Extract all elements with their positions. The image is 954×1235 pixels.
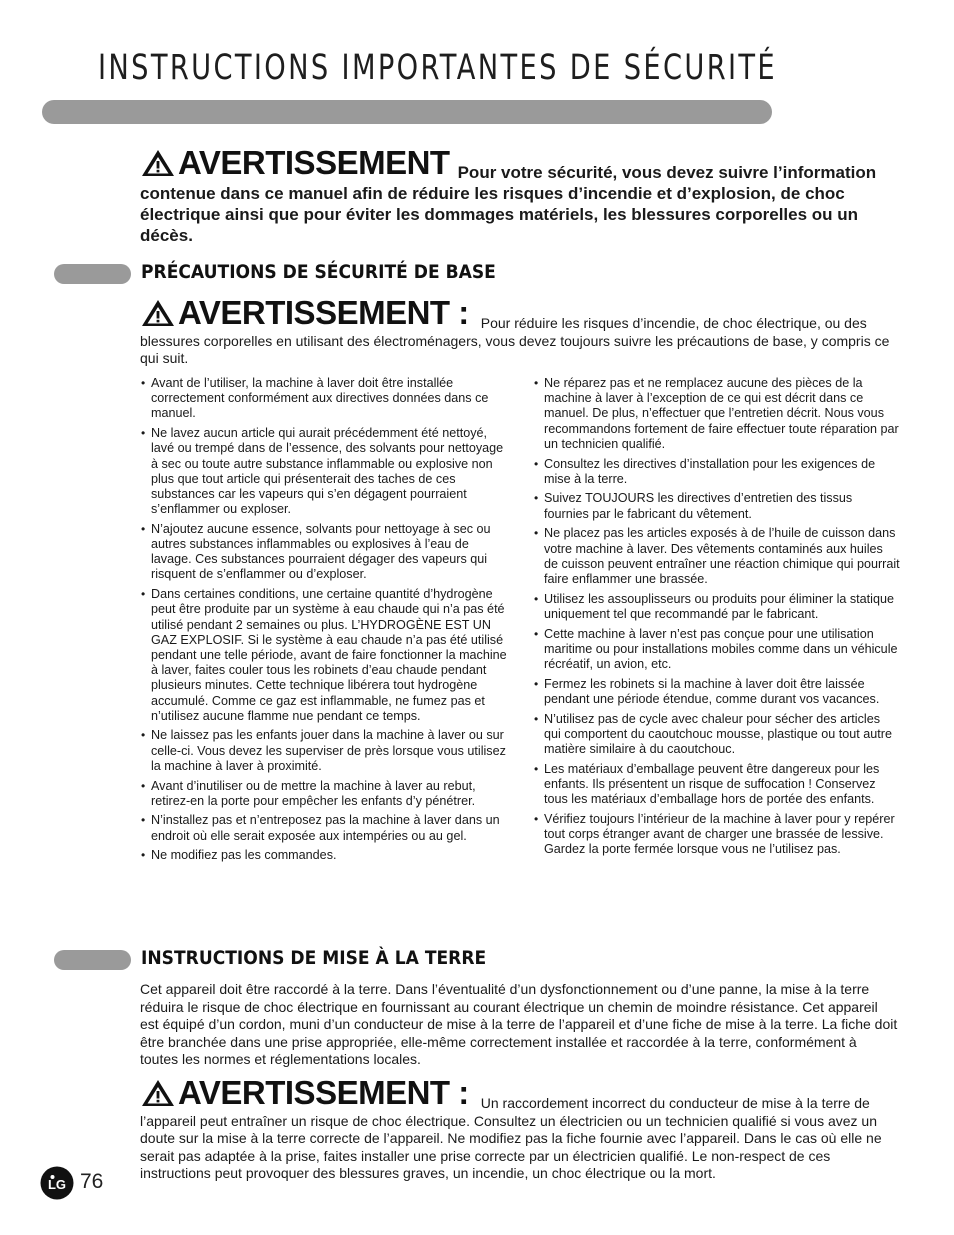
- list-item: • Ne réparez pas et ne remplacez aucune des pièces de la machine à laver à l’exception de ce qui est décrit dans ce manuel. De plus, n’effectuer que l’entretien décrit. Nous vous recommandons fortement de faire effectuer toute réparation par un technicien qualifié.: [534, 376, 900, 452]
- basic-warning: [140, 294, 900, 368]
- list-item: • Consultez les directives d’installation pour les exigences de mise à la terre.: [534, 457, 900, 487]
- list-item: • Avant de l’utiliser, la machine à laver doit être installée correctement conformément aux directives données dans ce manuel.: [141, 376, 509, 422]
- list-item: • Ne placez pas les articles exposés à de l’huile de cuisson dans votre machine à laver. Des vêtements contaminés aux huiles de cuisson peuvent entraîner une réaction chimique qui pourrait faire enflammer une brassée.: [534, 526, 900, 587]
- title-bar: [42, 100, 772, 124]
- intro-warning-heading: [140, 144, 450, 181]
- warning-triangle-icon: [140, 298, 176, 328]
- basic-warning-label: AVERTISSEMENT :: [178, 294, 469, 331]
- section-heading-basic: PRÉCAUTIONS DE SÉCURITÉ DE BASE: [141, 261, 496, 283]
- list-item: • Ne laissez pas les enfants jouer dans la machine à laver ou sur celle-ci. Vous devez les superviser de près lorsque vous utilisez la machine à laver à proximité.: [141, 728, 509, 774]
- list-item: • Avant d’inutiliser ou de mettre la machine à laver au rebut, retirez-en la porte pour empêcher les enfants d’y pénétrer.: [141, 779, 509, 809]
- warning-triangle-icon: [140, 148, 176, 178]
- page-title: INSTRUCTIONS IMPORTANTES DE SÉCURITÉ: [98, 48, 778, 88]
- intro-warning-text-block: [140, 144, 900, 246]
- ground-warning-text: Un raccordement incorrect du conducteur de mise à la terre de l’appareil peut entraîner un risque de choc électrique. Consultez un électricien ou un technicien qualifié si vous avez un doute sur la mise à la terre correcte de l’appareil. Ne modifiez pas la fiche fournie avec l’appareil. Dans le cas où elle ne serait pas adaptée à la prise, faites installer une prise correcte par un électricien qualifié. Le non-respect de ces instructions peut provoquer des blessures graves, un incendie, un choc électrique ou la mort.: [140, 1095, 882, 1181]
- list-item: • Les matériaux d’emballage peuvent être dangereux pour les enfants. Ils présentent un risque de suffocation ! Conservez tous les matériaux d’emballage hors de portée des enfants.: [534, 762, 900, 808]
- ground-warning-heading: [140, 1074, 469, 1111]
- precautions-list-right: [534, 376, 900, 857]
- intro-warning-label: AVERTISSEMENT: [178, 144, 450, 181]
- list-item: • N’installez pas et n’entreposez pas la machine à laver dans un endroit où elle serait exposée aux intempéries ou au gel.: [141, 813, 509, 843]
- warning-triangle-icon: [140, 1078, 176, 1108]
- list-item: • Dans certaines conditions, une certaine quantité d’hydrogène peut être produite par un système à eau chaude qui n’a pas été utilisé pendant 2 semaines ou plus. L’HYDROGÈNE EST UN GAZ EXPLOSIF. Si le système à eau chaude n’a pas été utilisé pendant une telle période, avant de faire fonctionner la machine à laver, faites couler tous les robinets d’eau chaude pendant plusieurs minutes. Cette technique libérera tout hydrogène accumulé. Comme ce gaz est inflammable, ne fumez pas et n’utilisez aucune flamme nue pendant ce temps.: [141, 587, 509, 724]
- list-item: • N’ajoutez aucune essence, solvants pour nettoyage à sec ou autres substances inflammables ou explosives à l’eau de lavage. Ces substances pourraient dégager des vapeurs qui risquent de s’enflammer ou d’exploser.: [141, 522, 509, 583]
- section-pill-ground: [54, 950, 131, 970]
- precautions-right-column: [534, 376, 900, 862]
- list-item: • Vérifiez toujours l’intérieur de la machine à laver pour y repérer tout corps étranger avant de charger une brassée de lessive. Gardez la porte fermée lorsque vous ne l’utilisez pas.: [534, 812, 900, 858]
- ground-warning-label: AVERTISSEMENT :: [178, 1074, 469, 1111]
- list-item: • Suivez TOUJOURS les directives d’entretien des tissus fournies par le fabricant du vêtement.: [534, 491, 900, 521]
- ground-warning: [140, 1074, 900, 1183]
- section-heading-ground: INSTRUCTIONS DE MISE À LA TERRE: [141, 947, 487, 969]
- ground-paragraph: Cet appareil doit être raccordé à la terre. Dans l’éventualité d’un dysfonctionnement ou d’une panne, la mise à la terre réduira le risque de choc électrique en fournissant au courant électrique un chemin de moindre résistance. Cet appareil est équipé d’un cordon, muni d’un conducteur de mise à la terre de l’appareil et d’une fiche de mise à la terre. La fiche doit être branchée dans une prise appropriée, elle-même correctement installée et raccordée à la terre, conformément à toutes les normes et réglementations locales.: [140, 981, 898, 1067]
- intro-warning: [140, 144, 900, 246]
- basic-warning-text: Pour réduire les risques d’incendie, de choc électrique, ou des blessures corporelles en utilisant des électroménagers, vous devez toujours suivre les précautions de base, y compris ce qui suit.: [140, 315, 890, 366]
- precautions-left-column: [141, 376, 509, 868]
- page-number: 76: [80, 1170, 104, 1193]
- intro-warning-text: Pour votre sécurité, vous devez suivre l’information contenue dans ce manuel afin de réduire les risques d’incendie et d’explosion, de choc électrique ainsi que pour éviter les dommages matériels, les blessures corporelles ou un décès.: [140, 163, 877, 245]
- section-pill-basic: [54, 264, 131, 284]
- basic-warning-heading: [140, 294, 469, 331]
- ground-warning-text-block: [140, 1074, 900, 1183]
- list-item: • Fermez les robinets si la machine à laver doit être laissée pendant une période étendue, comme durant vos vacances.: [534, 677, 900, 707]
- list-item: • Cette machine à laver n’est pas conçue pour une utilisation maritime ou pour installations mobiles comme dans un véhicule récréatif, un avion, etc.: [534, 627, 900, 673]
- lg-logo-icon: [40, 1166, 74, 1200]
- list-item: • Utilisez les assouplisseurs ou produits pour éliminer la statique uniquement tel que recommandé par le fabricant.: [534, 592, 900, 622]
- precautions-list-left: [141, 376, 509, 864]
- list-item: • Ne lavez aucun article qui aurait précédemment été nettoyé, lavé ou trempé dans de l’essence, des solvants pour nettoyage à sec ou toute autre substance inflammable ou explosive non plus que tout article qui présenterait des taches de ces substances car les vapeurs qui s’en dégagent pourraient s’enflammer ou exploser.: [141, 426, 509, 517]
- list-item: • Ne modifiez pas les commandes.: [141, 848, 509, 863]
- basic-warning-text-block: [140, 294, 900, 368]
- logo-text: LG: [47, 1177, 67, 1192]
- list-item: • N’utilisez pas de cycle avec chaleur pour sécher des articles qui comportent du caoutchouc mousse, plastique ou tout autre matière similaire à du caoutchouc.: [534, 712, 900, 758]
